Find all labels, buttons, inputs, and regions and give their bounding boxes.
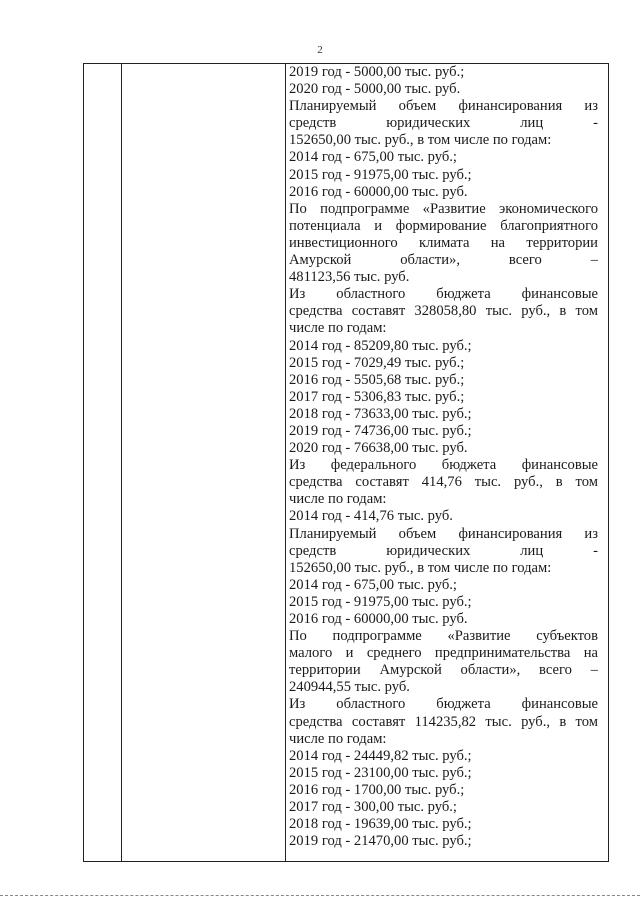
text-line: 2020 год - 76638,00 тыс. руб. <box>289 440 468 457</box>
text-line: Из областного бюджета финансовые <box>289 696 598 713</box>
text-line: малого и среднего предпринимательства на <box>289 645 598 662</box>
text-line: 2016 год - 5505,68 тыс. руб.; <box>289 371 465 388</box>
text-line: По подпрограмме «Развитие экономического <box>289 200 598 217</box>
text-line: Планируемый объем финансирования из <box>289 525 598 542</box>
text-line: 2016 год - 1700,00 тыс. руб.; <box>289 781 465 798</box>
text-line: средства составят 114235,82 тыс. руб., в том <box>289 713 598 730</box>
document-table <box>83 63 609 862</box>
page-number: 2 <box>317 44 323 56</box>
text-line: инвестиционного климата на территории <box>289 234 598 251</box>
text-line: 2014 год - 85209,80 тыс. руб.; <box>289 337 472 354</box>
text-line: 2019 год - 21470,00 тыс. руб.; <box>289 833 472 850</box>
text-line: средств юридических лиц - <box>289 115 598 132</box>
text-line: средств юридических лиц - <box>289 542 598 559</box>
text-line: 2019 год - 74736,00 тыс. руб.; <box>289 422 472 439</box>
page-bottom-edge <box>0 895 640 899</box>
funding-text-cell <box>289 64 598 850</box>
text-line: 152650,00 тыс. руб., в том числе по годам: <box>289 559 552 576</box>
text-line: 2014 год - 675,00 тыс. руб.; <box>289 149 457 166</box>
text-line: средства составят 414,76 тыс. руб., в том <box>289 474 598 491</box>
text-line: 2020 год - 5000,00 тыс. руб. <box>289 81 461 98</box>
text-line: 2017 год - 300,00 тыс. руб.; <box>289 799 457 816</box>
text-line: 481123,56 тыс. руб. <box>289 269 410 286</box>
text-line: 2016 год - 60000,00 тыс. руб. <box>289 611 468 627</box>
text-line: 2018 год - 73633,00 тыс. руб.; <box>289 405 472 422</box>
text-line: числе по годам: <box>289 730 387 747</box>
text-line: 2015 год - 23100,00 тыс. руб.; <box>289 764 472 781</box>
text-line: Из федерального бюджета финансовые <box>289 457 598 474</box>
text-line: 2017 год - 5306,83 тыс. руб.; <box>289 388 465 405</box>
text-line: 2014 год - 675,00 тыс. руб.; <box>289 576 457 593</box>
text-line: числе по годам: <box>289 320 387 337</box>
text-line: 2015 год - 7029,49 тыс. руб.; <box>289 354 465 371</box>
text-line: Амурской области», всего – <box>289 252 598 269</box>
text-line: 152650,00 тыс. руб., в том числе по годам: <box>289 132 552 149</box>
text-line: потенциала и формирование благоприятного <box>289 217 598 234</box>
text-line: 240944,55 тыс. руб. <box>289 679 410 696</box>
text-line: 2015 год - 91975,00 тыс. руб.; <box>289 166 472 183</box>
text-line: территории Амурской области», всего – <box>289 662 598 679</box>
text-line: 2016 год - 60000,00 тыс. руб. <box>289 183 468 200</box>
text-line: По подпрограмме «Развитие субъектов <box>289 628 598 645</box>
text-line: средства составят 328058,80 тыс. руб., в том <box>289 303 598 320</box>
text-line: числе по годам: <box>289 491 387 508</box>
text-line: 2014 год - 24449,82 тыс. руб.; <box>289 747 472 764</box>
text-line: 2019 год - 5000,00 тыс. руб.; <box>289 64 465 80</box>
table-column-divider <box>285 64 286 861</box>
text-line: 2014 год - 414,76 тыс. руб. <box>289 508 453 525</box>
text-line: 2015 год - 91975,00 тыс. руб.; <box>289 593 472 610</box>
text-line: Из областного бюджета финансовые <box>289 286 598 303</box>
table-column-divider <box>121 64 122 861</box>
text-line: 2018 год - 19639,00 тыс. руб.; <box>289 816 472 833</box>
text-line: Планируемый объем финансирования из <box>289 98 598 115</box>
